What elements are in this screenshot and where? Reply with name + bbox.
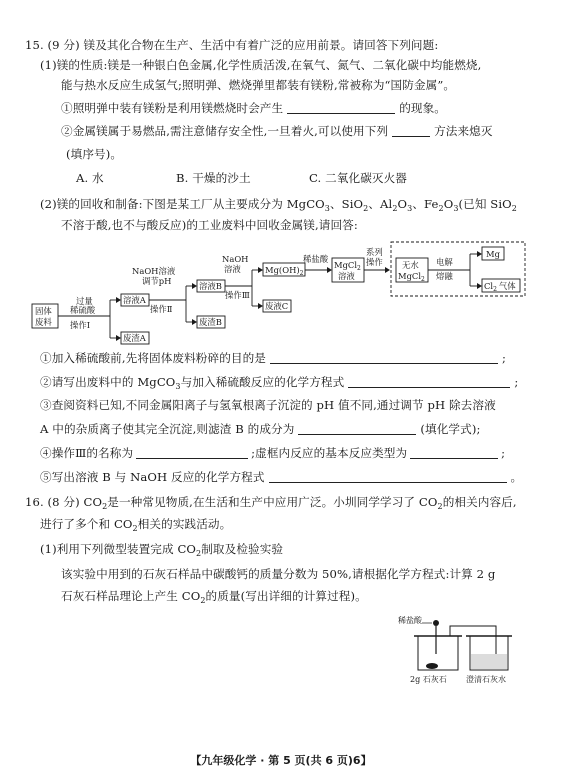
- sub-2: 2: [438, 204, 444, 213]
- q15-part1-line2: 能与热水反应生成氢气;照明弹、燃烧弹里都装有镁粉,常被称为“国防金属”。: [61, 78, 456, 92]
- waste-liquid-c-label: 废液C: [265, 301, 289, 311]
- p2-text-b: 、SiO: [329, 197, 364, 211]
- cl2-text: Cl: [484, 281, 494, 291]
- q16-sub-a: 2: [102, 502, 108, 511]
- anhydrous-mgcl2-sub: 2: [421, 276, 425, 283]
- q15-sub2-post: 方法来熄灭: [434, 124, 493, 138]
- answer-blank-s2[interactable]: [348, 375, 510, 388]
- s5-end: 。: [510, 470, 523, 484]
- p2-text-g: (已知 SiO: [458, 197, 512, 211]
- s2-text: ②请写出废料中的 MgCO: [40, 375, 176, 389]
- s3-post: (填化学式);: [420, 422, 481, 436]
- electrolysis-label-2: 熔融: [436, 271, 453, 281]
- dropper-bulb-icon: [433, 620, 439, 626]
- anhydrous-label: 无水: [402, 260, 419, 270]
- s1-end: ;: [501, 351, 506, 365]
- acid-label-2: 稀硫酸: [70, 305, 96, 315]
- raw-material-label-2: 废料: [35, 317, 52, 327]
- q16-line2-a: 进行了多个和 CO: [40, 517, 133, 531]
- q16-part1: [40, 541, 283, 557]
- residue-a-label: 废渣A: [123, 333, 146, 343]
- q15-sub1-post: 的现象。: [399, 101, 446, 115]
- q16-calc-sub: 2: [200, 596, 206, 605]
- q16-line1: [25, 494, 517, 510]
- q16-calc-line1: 该实验中用到的石灰石样品中碳酸钙的质量分数为 50%,请根据化学方程式:计算 2 g: [61, 567, 496, 581]
- mgcl2-text: MgCl: [334, 260, 358, 270]
- q15-sub1-text: ①照明弹中装有镁粉是利用镁燃烧时会产生: [61, 101, 284, 115]
- q16-text-b: 是一种常见物质,在生活和生产中应用广泛。小圳同学学习了 CO: [107, 495, 438, 509]
- q15-title: 15. (9 分) 镁及其化合物在生产、生活中有着广泛的应用前景。请回答下列问题:: [25, 38, 439, 52]
- limewater-icon: [471, 654, 507, 669]
- hcl-label: 稀盐酸: [303, 254, 329, 264]
- q15-part2-line2: 不溶于酸,也不与酸反应)的工业废料中回收金属镁,请回答:: [61, 218, 358, 232]
- series-op-label-2: 操作: [366, 257, 383, 267]
- q16-sub-b: 2: [437, 502, 443, 511]
- naoh-ph-label-1: NaOH溶液: [132, 266, 176, 276]
- q15-s3-line1: ③查阅资料已知,不同金属阳离子与氢氧根离子沉淀的 pH 值不同,通过调节 pH 除去溶液: [40, 398, 496, 412]
- q15-sub2-line2: (填序号)。: [66, 147, 123, 161]
- p2-text-a: (2)镁的回收和制备:下图是某工厂从主要成分为 MgCO: [40, 197, 325, 211]
- option-a: A. 水: [76, 171, 104, 185]
- sub-2: 2: [363, 204, 369, 213]
- acid-label: 稀盐酸: [398, 616, 422, 625]
- sub-2: 2: [511, 204, 517, 213]
- p2-text-c: 、Al: [368, 197, 393, 211]
- q16-p1-b: 制取及检验实验: [201, 542, 284, 556]
- series-op-label-1: 系列: [366, 247, 383, 257]
- anhydrous-mgcl2-text: MgCl: [398, 271, 422, 281]
- q16-p1-a: (1)利用下列微型装置完成 CO: [40, 542, 197, 556]
- q16-calc-line2: [61, 588, 367, 604]
- cl2-gas-word: 气体: [498, 281, 516, 291]
- answer-blank-s1[interactable]: [270, 351, 498, 364]
- q16-text-c: 的相关内容后,: [442, 495, 517, 509]
- p2-text-d: O: [397, 197, 408, 211]
- acid-label-1: 过量: [76, 296, 93, 306]
- sub-2: 2: [392, 204, 398, 213]
- answer-blank-q15-2[interactable]: [392, 124, 430, 137]
- q16-text-a: 16. (8 分) CO: [25, 495, 103, 509]
- op2-label: 操作Ⅱ: [150, 304, 173, 314]
- p2-text-e: 、Fe: [412, 197, 439, 211]
- option-c: C. 二氧化碳灭火器: [309, 171, 407, 185]
- q16-line2-b: 相关的实践活动。: [137, 517, 232, 531]
- solution-b-label: 溶液B: [199, 281, 222, 291]
- page-footer: 【九年级化学 · 第 5 页(共 6 页)6】: [190, 754, 372, 767]
- q16-calc-b: 的质量(写出详细的计算过程)。: [205, 589, 367, 603]
- q16-line2: [40, 516, 231, 532]
- q15-sub2: [61, 123, 493, 139]
- q15-s4: [40, 445, 505, 461]
- limestone-icon: [426, 663, 438, 669]
- answer-blank-s4a[interactable]: [136, 446, 248, 459]
- mg-product-label: Mg: [486, 249, 500, 259]
- raw-material-label-1: 固体: [35, 306, 52, 316]
- q15-sub2-text: ②金属镁属于易燃品,需注意储存安全性,一旦着火,可以使用下列: [61, 124, 389, 138]
- s2-end: ;: [514, 375, 519, 389]
- answer-blank-s5[interactable]: [269, 470, 507, 483]
- s2-text2: 与加入稀硫酸反应的化学方程式: [180, 375, 345, 389]
- q15-part2-line1: [40, 196, 517, 212]
- option-b: B. 干燥的沙土: [176, 171, 251, 185]
- q15-s5: [40, 469, 522, 485]
- naoh-solution-label-2: 溶液: [224, 264, 241, 274]
- s2-sub: 3: [175, 382, 181, 391]
- residue-b-label: 废渣B: [199, 317, 222, 327]
- op1-label: 操作Ⅰ: [70, 320, 91, 330]
- mg-hydroxide-text: Mg(OH): [265, 265, 300, 275]
- p2-text-f: O: [443, 197, 454, 211]
- q15-sub1: [61, 100, 446, 116]
- s3-pre: A 中的杂质离子使其完全沉淀,则滤渣 B 的成分为: [40, 422, 295, 436]
- mgcl2-solution-label: 溶液: [338, 271, 355, 281]
- s4-pre: ④操作Ⅲ的名称为: [40, 446, 134, 460]
- q15-s1: [40, 350, 506, 366]
- q16-p1-sub: 2: [196, 549, 202, 558]
- naoh-ph-label-2: 调节pH: [142, 276, 172, 286]
- answer-blank-q15-1[interactable]: [287, 101, 395, 114]
- s1-text: ①加入稀硫酸前,先将固体废料粉碎的目的是: [40, 351, 266, 365]
- q15-part1-line1: (1)镁的性质:镁是一种银白色金属,化学性质活泼,在氧气、氮气、二氧化碳中均能燃烧,: [40, 58, 482, 72]
- q16-calc-a: 石灰石样品理论上产生 CO: [61, 589, 201, 603]
- sub-3: 3: [407, 204, 413, 213]
- s5-text: ⑤写出溶液 B 与 NaOH 反应的化学方程式: [40, 470, 265, 484]
- q15-s3-line2: [40, 421, 480, 437]
- process-flow-diagram: [30, 240, 530, 348]
- answer-blank-s4b[interactable]: [410, 446, 498, 459]
- limestone-label: 2g 石灰石: [410, 675, 447, 684]
- answer-blank-s3[interactable]: [298, 422, 416, 435]
- mg-hydroxide-sub: 2: [299, 270, 304, 277]
- micro-apparatus-diagram: [398, 614, 514, 686]
- s4-mid: ;虚框内反应的基本反应类型为: [251, 446, 408, 460]
- s4-end: ;: [501, 446, 506, 460]
- limewater-label: 澄清石灰水: [466, 675, 506, 684]
- cl2-sub: 2: [493, 286, 497, 293]
- q15-s2: [40, 374, 518, 390]
- naoh-solution-label-1: NaOH: [222, 254, 249, 264]
- electrolysis-label-1: 电解: [436, 257, 453, 267]
- mgcl2-sub: 2: [357, 265, 361, 272]
- sub-3: 3: [453, 204, 459, 213]
- solution-a-label: 溶液A: [123, 295, 146, 305]
- op3-label: 操作Ⅲ: [225, 290, 250, 300]
- sub-3: 3: [324, 204, 330, 213]
- q16-line2-sub: 2: [132, 524, 138, 533]
- left-vessel: [418, 636, 458, 670]
